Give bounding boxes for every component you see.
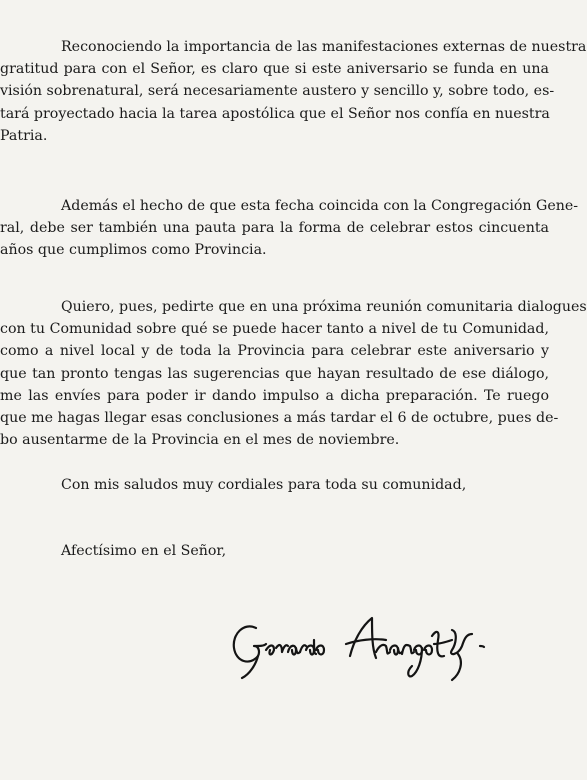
text-line: bo ausentarme de la Provincia en el mes de noviembre.: [0, 432, 400, 449]
text-line: que me hagas llegar esas conclusiones a más tardar el 6 de octubre, pues de-: [0, 410, 559, 427]
paragraph-1: [0, 36, 587, 147]
text-line: que tan pronto tengas las sugerencias que hayan resultado de ese diálogo,: [0, 365, 549, 382]
text-line: ral, debe ser también una pauta para la forma de celebrar estos cincuenta: [0, 220, 549, 237]
text-line: años que cumplimos como Provincia.: [0, 242, 267, 259]
text-line: tará proyectado hacia la tarea apostólica que el Señor nos confía en nuestra: [0, 105, 550, 122]
text-line: Reconociendo la importancia de las manifestaciones externas de nuestra: [61, 39, 587, 55]
text-line: Patria.: [0, 127, 48, 144]
paragraph-4: [61, 474, 549, 496]
text-line: Además el hecho de que esta fecha coincida con la Congregación Gene-: [61, 198, 579, 214]
paragraph-3: [0, 296, 587, 451]
text-line: con tu Comunidad sobre qué se puede hacer tanto a nivel de tu Comunidad,: [0, 321, 549, 338]
valediction: Afectísimo en el Señor,: [61, 543, 227, 559]
paragraph-5: [61, 540, 549, 562]
text-line: Quiero, pues, pedirte que en una próxima reunión comunitaria dialogues: [61, 299, 587, 315]
handwritten-signature: [226, 600, 556, 690]
text-line: como a nivel local y de toda la Provincia para celebrar este aniversario y: [0, 343, 549, 360]
text-line: gratitud para con el Señor, es claro que si este aniversario se funda en una: [0, 61, 549, 78]
closing-line: Con mis saludos muy cordiales para toda su comunidad,: [61, 477, 467, 493]
text-line: me las envíes para poder ir dando impulso a dicha preparación. Te ruego: [0, 387, 549, 404]
paragraph-2: [0, 195, 579, 262]
text-line: visión sobrenatural, será necesariamente austero y sencillo y, sobre todo, es-: [0, 83, 555, 100]
